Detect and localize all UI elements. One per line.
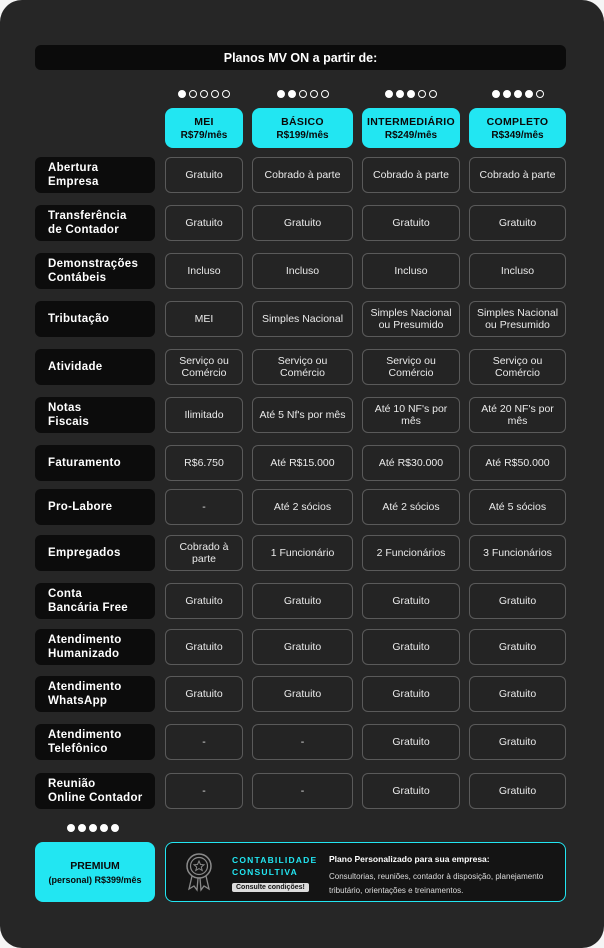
level-dot-filled	[78, 824, 86, 832]
row-label-line: Atendimento	[48, 634, 122, 646]
level-dot-empty	[429, 90, 437, 98]
row-label-line: Transferência	[48, 210, 127, 222]
table-cell: Simples Nacional ou Presumido	[362, 301, 460, 337]
table-cell: Até 2 sócios	[252, 489, 353, 525]
table-cell: Serviço ou Comércio	[165, 349, 243, 385]
row-label-line: Atendimento	[48, 729, 122, 741]
row-label-line: Reunião	[48, 778, 96, 790]
row-label-text	[48, 500, 112, 514]
table-cell: -	[165, 724, 243, 760]
row-label-text	[48, 587, 128, 615]
row-label	[35, 157, 155, 193]
plan-header-2[interactable]	[362, 108, 460, 148]
level-dot-filled	[503, 90, 511, 98]
row-label-text	[48, 728, 122, 756]
row-label-line: WhatsApp	[48, 695, 108, 707]
row-label-text	[48, 546, 121, 560]
level-dot-filled	[525, 90, 533, 98]
table-cell: Gratuito	[165, 629, 243, 665]
level-dot-filled	[288, 90, 296, 98]
plan-name: COMPLETO	[486, 115, 549, 128]
consultoria-title-line1: CONTABILIDADE	[232, 855, 318, 865]
row-label	[35, 253, 155, 289]
table-cell: Até R$30.000	[362, 445, 460, 481]
row-label	[35, 629, 155, 665]
row-label	[35, 489, 155, 525]
row-label	[35, 724, 155, 760]
table-cell: Até 2 sócios	[362, 489, 460, 525]
table-cell: MEI	[165, 301, 243, 337]
row-label-text	[48, 401, 89, 429]
table-cell: Serviço ou Comércio	[469, 349, 566, 385]
table-cell: Gratuito	[362, 583, 460, 619]
row-label-line: Humanizado	[48, 648, 120, 660]
row-label-line: Tributação	[48, 313, 110, 325]
row-label-text	[48, 257, 138, 285]
medal-star-icon	[184, 852, 214, 892]
table-cell: Simples Nacional ou Presumido	[469, 301, 566, 337]
level-dot-empty	[418, 90, 426, 98]
table-cell: Incluso	[469, 253, 566, 289]
table-cell: R$6.750	[165, 445, 243, 481]
row-label	[35, 583, 155, 619]
table-cell: Incluso	[252, 253, 353, 289]
table-cell: Gratuito	[362, 676, 460, 712]
row-label-text	[48, 312, 109, 326]
table-cell: Incluso	[362, 253, 460, 289]
row-label-text	[48, 777, 143, 805]
row-label-text	[48, 680, 122, 708]
row-label-line: de Contador	[48, 224, 120, 236]
table-cell: Cobrado à parte	[469, 157, 566, 193]
table-cell: Gratuito	[469, 773, 566, 809]
row-label-line: Faturamento	[48, 457, 121, 469]
row-label-line: Notas	[48, 402, 82, 414]
level-dot-filled	[178, 90, 186, 98]
level-dot-empty	[189, 90, 197, 98]
row-label-line: Bancária Free	[48, 602, 128, 614]
table-cell: Gratuito	[362, 205, 460, 241]
table-cell: Gratuito	[362, 629, 460, 665]
plan-level-dots	[178, 89, 230, 99]
plan-level-dots	[277, 89, 329, 99]
row-label-line: Online Contador	[48, 792, 143, 804]
row-label	[35, 397, 155, 433]
table-cell: Até R$50.000	[469, 445, 566, 481]
consultoria-title	[232, 854, 317, 878]
row-label-line: Conta	[48, 588, 83, 600]
row-label-line: Empregados	[48, 547, 121, 559]
table-cell: Gratuito	[165, 583, 243, 619]
row-label-text	[48, 633, 122, 661]
table-cell: -	[165, 773, 243, 809]
row-label	[35, 676, 155, 712]
table-cell: Cobrado à parte	[252, 157, 353, 193]
plan-price: R$349/mês	[491, 129, 544, 141]
consultoria-badge: Consulte condições!	[232, 883, 309, 892]
table-cell: Gratuito	[165, 205, 243, 241]
consultoria-heading: Plano Personalizado para sua empresa:	[329, 854, 490, 864]
level-dot-filled	[407, 90, 415, 98]
row-label	[35, 349, 155, 385]
table-cell: Gratuito	[469, 583, 566, 619]
row-label-line: Atendimento	[48, 681, 122, 693]
table-cell: Gratuito	[469, 205, 566, 241]
plan-header-1[interactable]	[252, 108, 353, 148]
level-dot-filled	[111, 824, 119, 832]
row-label	[35, 205, 155, 241]
table-cell: Cobrado à parte	[362, 157, 460, 193]
row-label-line: Demonstrações	[48, 258, 139, 270]
level-dot-empty	[200, 90, 208, 98]
table-cell: 1 Funcionário	[252, 535, 353, 571]
row-label-line: Empresa	[48, 176, 99, 188]
table-cell: Ilimitado	[165, 397, 243, 433]
page-title: Planos MV ON a partir de:	[35, 45, 566, 70]
level-dot-filled	[492, 90, 500, 98]
consultoria-title-line2: CONSULTIVA	[232, 867, 298, 877]
plan-level-dots	[385, 89, 437, 99]
consultoria-box[interactable]	[165, 842, 566, 902]
consultoria-description: Consultorias, reuniões, contador à disposição, planejamento tributário, orientações e treinamentos.	[329, 872, 544, 895]
row-label	[35, 773, 155, 809]
row-label-line: Atividade	[48, 361, 103, 373]
premium-plan-header[interactable]	[35, 842, 155, 902]
row-label	[35, 445, 155, 481]
row-label-text	[48, 209, 127, 237]
row-label	[35, 301, 155, 337]
plan-header-0[interactable]	[165, 108, 243, 148]
table-cell: Gratuito	[469, 724, 566, 760]
level-dot-empty	[211, 90, 219, 98]
table-cell: Gratuito	[362, 724, 460, 760]
table-cell: Gratuito	[252, 583, 353, 619]
level-dot-empty	[536, 90, 544, 98]
table-cell: Gratuito	[252, 676, 353, 712]
table-cell: Gratuito	[469, 629, 566, 665]
table-cell: 3 Funcionários	[469, 535, 566, 571]
table-cell: Até R$15.000	[252, 445, 353, 481]
plan-level-dots	[492, 89, 544, 99]
row-label-line: Pro-Labore	[48, 501, 113, 513]
level-dot-empty	[222, 90, 230, 98]
row-label-line: Telefônico	[48, 743, 108, 755]
row-label-line: Contábeis	[48, 272, 107, 284]
table-cell: 2 Funcionários	[362, 535, 460, 571]
row-label	[35, 535, 155, 571]
table-cell: Gratuito	[252, 629, 353, 665]
premium-plan-name: PREMIUM	[70, 859, 120, 872]
table-cell: -	[252, 724, 353, 760]
table-cell: Gratuito	[165, 676, 243, 712]
table-cell: Até 20 NF's por mês	[469, 397, 566, 433]
table-cell: Serviço ou Comércio	[252, 349, 353, 385]
table-cell: Até 5 Nf's por mês	[252, 397, 353, 433]
level-dot-filled	[277, 90, 285, 98]
plan-name: MEI	[194, 115, 214, 128]
row-label-line: Fiscais	[48, 416, 90, 428]
table-cell: Até 5 sócios	[469, 489, 566, 525]
level-dot-filled	[67, 824, 75, 832]
plan-price: R$249/mês	[384, 129, 438, 141]
row-label-text	[48, 360, 102, 374]
table-cell: -	[165, 489, 243, 525]
table-cell: Gratuito	[252, 205, 353, 241]
plan-header-3[interactable]	[469, 108, 566, 148]
row-label-text	[48, 456, 121, 470]
table-cell: Cobrado à parte	[165, 535, 243, 571]
level-dot-filled	[396, 90, 404, 98]
table-cell: Gratuito	[165, 157, 243, 193]
level-dot-filled	[100, 824, 108, 832]
table-cell: Serviço ou Comércio	[362, 349, 460, 385]
table-cell: Simples Nacional	[252, 301, 353, 337]
premium-level-dots	[67, 823, 119, 833]
plan-name: BÁSICO	[281, 115, 324, 128]
plan-price: R$79/mês	[180, 129, 228, 141]
level-dot-empty	[299, 90, 307, 98]
level-dot-filled	[89, 824, 97, 832]
table-cell: Até 10 NF's por mês	[362, 397, 460, 433]
table-cell: Gratuito	[469, 676, 566, 712]
level-dot-filled	[385, 90, 393, 98]
level-dot-empty	[321, 90, 329, 98]
plan-name: INTERMEDIÁRIO	[367, 115, 455, 128]
row-label-line: Abertura	[48, 162, 99, 174]
level-dot-empty	[310, 90, 318, 98]
table-cell: -	[252, 773, 353, 809]
row-label-text	[48, 161, 99, 189]
table-cell: Incluso	[165, 253, 243, 289]
table-cell: Gratuito	[362, 773, 460, 809]
premium-plan-price: (personal) R$399/mês	[48, 874, 142, 885]
level-dot-filled	[514, 90, 522, 98]
plan-price: R$199/mês	[276, 129, 329, 141]
